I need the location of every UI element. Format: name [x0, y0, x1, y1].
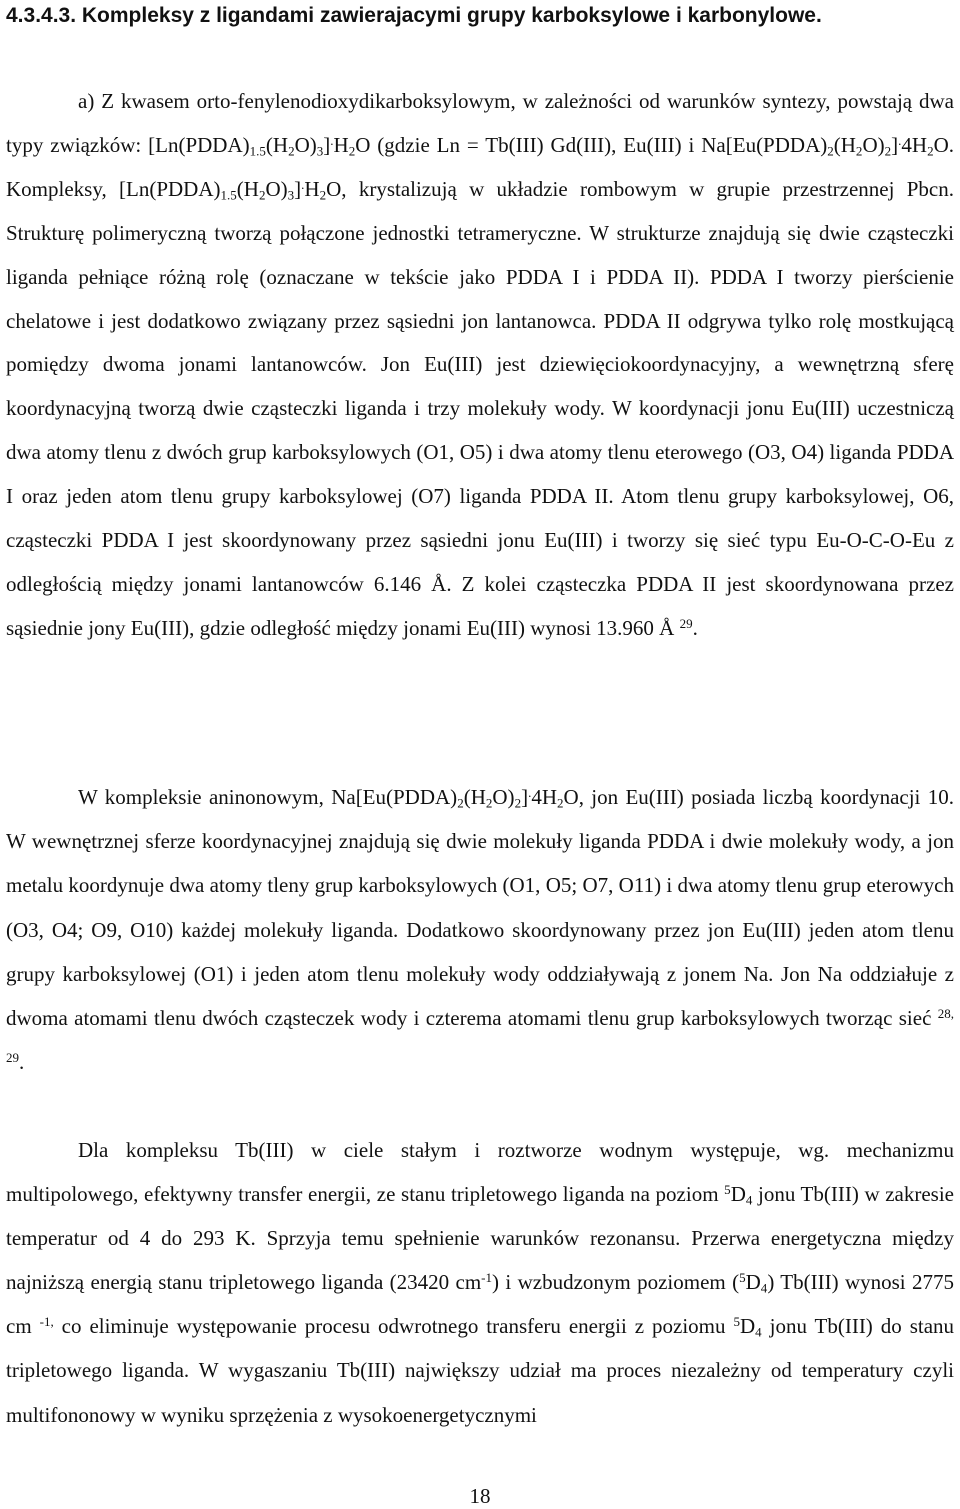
superscript: . — [301, 176, 305, 192]
citation-superscript: 28, 29 — [6, 1005, 954, 1066]
subscript: 3 — [287, 187, 295, 203]
text-run: ) Tb(III) wynosi 2775 cm — [6, 1270, 954, 1339]
subscript: 2 — [557, 795, 564, 811]
superscript: . — [898, 132, 902, 148]
superscript: . — [330, 132, 334, 148]
text-run: jonu Tb(III) do stanu tripletowego liganda. W wygaszaniu Tb(III) największy udział ma proces niezależny od temperatury czyli multifononowy w wyniku sprzężenia z wysokoenergetycznymi — [6, 1314, 955, 1427]
section-heading: 4.3.4.3. Kompleksy z ligandami zawierajacymi grupy karboksylowe i karbonylowe. — [6, 4, 822, 27]
text-run: ] — [294, 176, 302, 201]
text-run: H — [304, 176, 320, 201]
superscript: . — [528, 784, 532, 800]
text-run: ) i wzbudzonym poziomem ( — [492, 1270, 740, 1295]
text-run: O) — [862, 132, 885, 157]
subscript: 2 — [258, 187, 266, 203]
text-run: W kompleksie aninonowym, Na[Eu(PDDA) — [78, 785, 458, 809]
superscript: -1, — [39, 1314, 54, 1330]
text-run: Dla kompleksu Tb(III) w ciele stałym i roztworze wodnym występuje, wg. mechanizmu multipolowego, efektywny transfer energii, ze stanu tripletowego liganda na poziom — [6, 1138, 954, 1207]
text-run: ] — [891, 132, 899, 157]
page-number: 18 — [469, 1484, 491, 1508]
subscript: 1.5 — [249, 143, 266, 159]
text-run: (H — [265, 132, 289, 157]
text-run: (H — [463, 785, 486, 809]
text-run: D — [739, 1314, 756, 1339]
superscript: 5 — [739, 1270, 746, 1286]
text-run: (H — [833, 132, 856, 157]
superscript: 5 — [733, 1314, 740, 1330]
subscript: 2 — [319, 187, 327, 203]
paragraph-tb-energy-transfer — [6, 1128, 954, 1437]
subscript: 2 — [348, 143, 356, 159]
paragraph-anionic-complex — [6, 775, 954, 1084]
subscript: 2 — [855, 143, 863, 159]
subscript: 2 — [884, 143, 892, 159]
superscript: 5 — [724, 1181, 731, 1197]
subscript: 2 — [485, 795, 493, 811]
subscript: 2 — [827, 143, 834, 159]
subscript: 2 — [927, 143, 934, 159]
text-run: O, krystalizują w układzie rombowym w grupie przestrzennej Pbcn. Strukturę polimeryczną tworzą połączone jednostki tetrameryczne. W strukturze znajdują się dwie cząsteczki liganda pełniące różną rolę (oznaczane w tekście jako PDDA I i PDDA II). PDDA I tworzy pierścienie chelatowe i jest dodatkowo związany przez sąsiedni jon lantanowca. PDDA II odgrywa tylko rolę mostkującą pomiędzy dwoma jonami lantanowców. Jon Eu(III) jest dziewięciokoordynacyjny, a wewnętrzną sferę koordynacyjną tworzą dwie cząsteczki liganda i trzy molekuły wody. W koordynacji jonu Eu(III) uczestniczą dwa atomy tlenu z dwóch grup karboksylowych (O1, O5) i dwa atomy tlenu eterowego (O3, O4) liganda PDDA I oraz jeden atom tlenu grupy karboksylowej (O7) liganda PDDA II. Atom tlenu grupy karboksylowej, O6, cząsteczki PDDA I jest skoordynowany przez sąsiedni jonu Eu(III) i tworzy się sieć typu Eu-O-C-O-Eu z odległością między jonami lantanowców 6.146 Å. Z kolei cząsteczka PDDA II jest skoordynowana przez sąsiednie jony Eu(III), gdzie odległość między jonami Eu(III) wynosi 13.960 Å — [6, 176, 954, 640]
text-run: co eliminuje występowanie procesu odwrotnego transferu energii z poziomu — [61, 1314, 726, 1339]
text-run: O) — [492, 785, 515, 809]
text-run: O (gdzie Ln = Tb(III) Gd(III), Eu(III) i Na[Eu(PDDA) — [355, 132, 828, 157]
subscript: 4 — [760, 1280, 768, 1296]
subscript: 2 — [288, 143, 295, 159]
text-run: O, jon Eu(III) posiada liczbą koordynacji 10. W wewnętrznej sferze koordynacyjnej znajdują się dwie molekuły liganda PDDA i dwie molekuły wody, a jon metalu koordynuje dwa atomy tleny grup karboksylowych (O1, O5; O7, O11) i dwa atomy tlenu grup eterowych (O3, O4; O9, O10) każdej molekuły liganda. Dodatkowo skoordynowany przez jon Eu(III) jeden atom tlenu grupy karboksylowej (O1) i jeden atom tlenu molekuły wody oddziaływają z jonem Na. Jon Na oddziałuje z dwoma atomami tlenu dwóch cząsteczek wody i czterema atomami tlenu grup karboksylowych tworząc sieć — [6, 785, 954, 1031]
paragraph-pdda-complexes — [6, 80, 954, 651]
subscript: 1.5 — [220, 187, 237, 203]
subscript: 3 — [316, 143, 324, 159]
superscript: -1 — [481, 1270, 493, 1286]
text-run: 4H — [901, 132, 928, 157]
text-run: O) — [265, 176, 288, 201]
text-run: 4H — [531, 785, 558, 809]
text-run: H — [333, 132, 349, 157]
text-run: ] — [323, 132, 331, 157]
text-run: ] — [521, 785, 529, 809]
text-run: . — [692, 615, 698, 640]
subscript: 4 — [745, 1192, 753, 1208]
text-run: D — [745, 1270, 761, 1295]
subscript: 4 — [755, 1324, 762, 1340]
text-run: jonu Tb(III) w zakresie temperatur od 4 do 293 K. Sprzyja temu spełnienie warunków rezonansu. Przerwa energetyczna między najniższą energią stanu tripletowego liganda (23420 cm — [6, 1182, 955, 1295]
citation-superscript: 29 — [679, 615, 693, 631]
text-run: O. Kompleksy, [Ln(PDDA) — [6, 132, 954, 201]
subscript: 2 — [514, 795, 522, 811]
text-run: D — [730, 1182, 746, 1207]
text-run: (H — [236, 176, 259, 201]
text-run: a) Z kwasem orto-fenylenodioxydikarboksylowym, w zależności od warunków syntezy, powstają dwa typy związków: [Ln(PDDA) — [6, 89, 954, 157]
text-run: . — [19, 1050, 25, 1075]
text-run: O) — [294, 132, 317, 157]
subscript: 2 — [457, 795, 464, 811]
